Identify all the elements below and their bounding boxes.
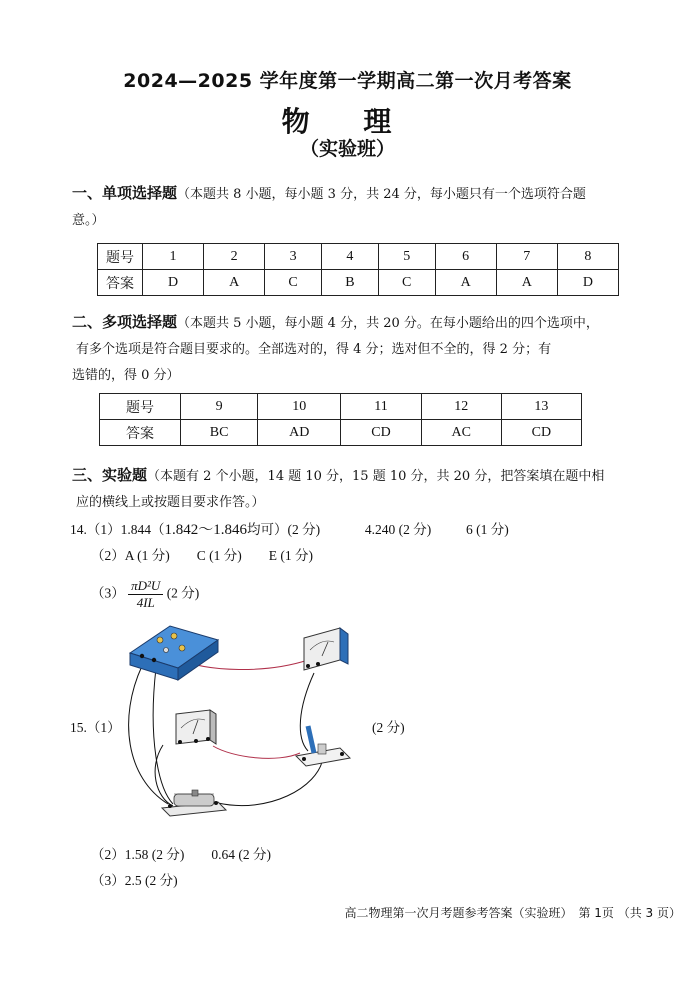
resistivity-fraction	[128, 578, 163, 611]
page-title: 2024—2025 学年度第一学期高二第一次月考答案	[123, 70, 572, 92]
q14-range: 1.842～1.846	[164, 522, 248, 538]
section1-desc-line1: （本题共 8 小题，每小题 3 分，共 24 分，每小题只有一个选项符合题	[177, 187, 586, 202]
question-number-cell: 13	[501, 394, 581, 420]
page-footer: 高二物理第一次月考题参考答案（实验班） 第 1页 （共 3 页）	[344, 906, 681, 920]
section1-heading: 一、单项选择题	[72, 184, 178, 202]
question-number-cell: 11	[341, 394, 421, 420]
question-number-cell: 8	[557, 244, 618, 270]
row-label-number: 题号	[100, 394, 181, 420]
answer-cell: CD	[501, 420, 581, 446]
question-number-cell: 7	[496, 244, 557, 270]
question-number-cell: 4	[322, 244, 379, 270]
q14-line2: （2）A (1 分) C (1 分) E (1 分)	[91, 548, 313, 563]
question-number-cell: 5	[378, 244, 435, 270]
answer-cell: AD	[258, 420, 341, 446]
section1-answer-table	[97, 243, 619, 296]
q14-part1-answer: 14.（1）1.844（	[70, 522, 165, 537]
answer-cell: C	[378, 270, 435, 296]
question-number-cell: 6	[435, 244, 496, 270]
q14-line3	[91, 578, 199, 611]
section1-desc-line2: 意。）	[72, 213, 105, 228]
answer-cell: A	[204, 270, 265, 296]
section2-desc-line3: 选错的，得 0 分）	[72, 368, 180, 383]
question-number-cell: 3	[265, 244, 322, 270]
power-supply-box	[130, 626, 218, 680]
q14-line1	[70, 518, 509, 539]
section1-description	[72, 180, 632, 234]
row-label-number: 题号	[98, 244, 143, 270]
question-number-cell: 1	[143, 244, 204, 270]
answer-cell: BC	[181, 420, 258, 446]
answer-cell: AC	[421, 420, 501, 446]
section2-description	[72, 309, 642, 389]
circuit-diagram	[118, 618, 368, 826]
answer-cell: C	[265, 270, 322, 296]
question-number-cell: 10	[258, 394, 341, 420]
section3-desc-line1: （本题有 2 个小题，14 题 10 分，15 题 10 分，共 20 分，把答案填在题中相	[147, 469, 605, 484]
row-label-answer: 答案	[100, 420, 181, 446]
section3-description	[72, 462, 642, 516]
section3-heading: 三、实验题	[72, 466, 148, 484]
answer-cell: CD	[341, 420, 421, 446]
subject-title: 物 理	[281, 105, 414, 138]
section3-desc-line2: 应的横线上或按题目要求作答。）	[76, 495, 265, 510]
class-type: （实验班）	[299, 138, 395, 160]
answer-cell: A	[435, 270, 496, 296]
q14-part1-third-answer: 6 (1 分)	[466, 522, 509, 537]
row-label-answer: 答案	[98, 270, 143, 296]
q14-part1-score: 均可）(2 分)	[247, 522, 321, 537]
answer-cell: B	[322, 270, 379, 296]
q15-line2: （2）1.58 (2 分) 0.64 (2 分)	[91, 847, 271, 862]
ammeter	[176, 710, 216, 744]
q14-part1-second-answer: 4.240 (2 分)	[364, 522, 432, 537]
wire-meter-to-switch	[213, 746, 300, 758]
q15-label: 15.（1）	[70, 720, 121, 735]
question-number-cell: 12	[421, 394, 501, 420]
voltmeter	[304, 628, 348, 670]
answer-cell: D	[143, 270, 204, 296]
fraction-numerator: πD²U	[128, 578, 163, 595]
answer-cell: D	[557, 270, 618, 296]
question-number-cell: 9	[181, 394, 258, 420]
q15-score: (2 分)	[372, 720, 405, 735]
question-number-cell: 2	[204, 244, 265, 270]
q15-line3: （3）2.5 (2 分)	[91, 873, 178, 888]
section2-heading: 二、多项选择题	[72, 313, 178, 331]
answer-cell: A	[496, 270, 557, 296]
section2-desc-line1: （本题共 5 小题，每小题 4 分，共 20 分。在每小题给出的四个选项中，	[177, 316, 599, 331]
q14-part3-label: （3）	[91, 585, 125, 601]
fraction-denominator: 4IL	[136, 595, 155, 610]
section2-desc-line2: 有多个选项是符合题目要求的。全部选对的，得 4 分；选对但不全的，得 2 分；有	[76, 342, 552, 357]
q14-part3-score: (2 分)	[166, 585, 200, 601]
section2-answer-table	[99, 393, 582, 446]
